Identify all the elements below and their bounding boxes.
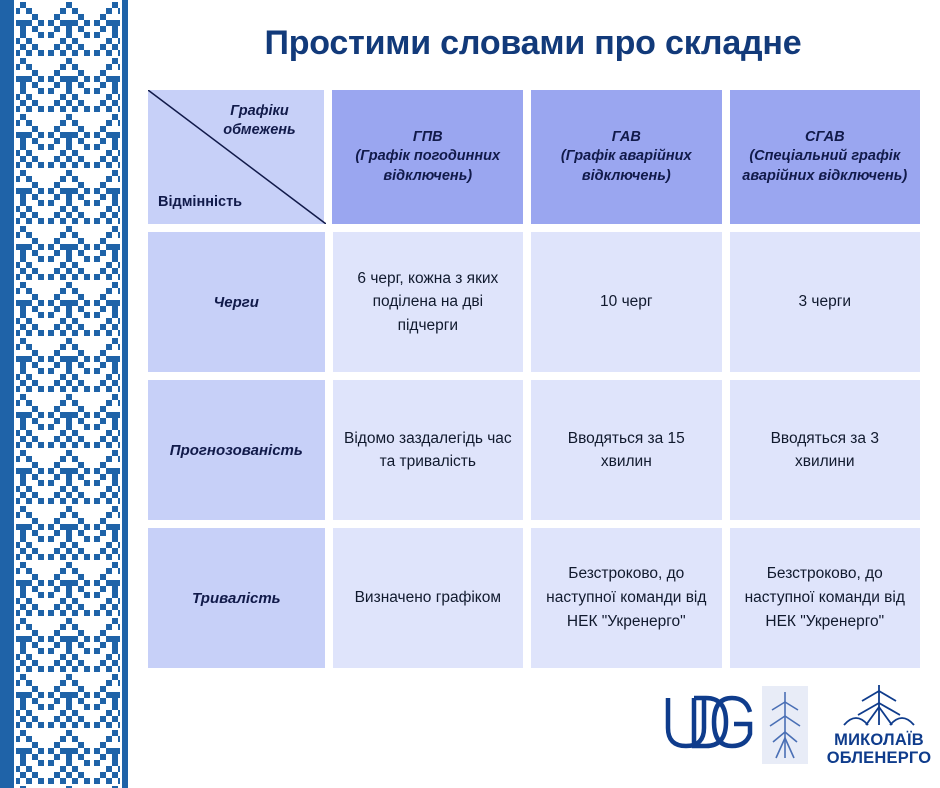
- column-header-gav-abbr: ГАВ: [611, 128, 641, 145]
- cell-prohnozovanist-gav: Вводяться за 15 хвилин: [531, 380, 721, 520]
- corner-bottom-label: Відмінність: [158, 194, 243, 211]
- cell-cherhy-gav: 10 черг: [531, 232, 721, 372]
- cell-tryvalist-gpv: Визначено графіком: [333, 528, 523, 668]
- oblenergo-line-2: ОБЛЕНЕРГО: [826, 748, 932, 767]
- logo-group: [660, 676, 932, 772]
- transmission-tower-icon: [762, 686, 808, 764]
- column-header-gav-full: (Графік аварійних відключень): [560, 148, 692, 184]
- oblenergo-wordmark: [814, 732, 940, 767]
- udg-logo: [660, 688, 756, 760]
- table-row: [148, 232, 920, 372]
- column-header-gav: [531, 90, 722, 224]
- table-header-row: [148, 90, 920, 224]
- row-label-cherhy: Черги: [148, 232, 325, 372]
- cell-prohnozovanist-sgav: Вводяться за 3 хвилини: [730, 380, 920, 520]
- oblenergo-line-1: МИКОЛАЇВ: [834, 731, 924, 750]
- column-header-gpv: [332, 90, 523, 224]
- pylon-divider-icon: [762, 686, 808, 762]
- mykolaiv-oblenergo-logo: [814, 681, 932, 767]
- column-header-gpv-abbr: ГПВ: [412, 128, 443, 145]
- page-title: Простими словами про складне: [264, 24, 802, 62]
- table-corner-cell: [148, 90, 324, 224]
- cell-cherhy-sgav: 3 черги: [730, 232, 920, 372]
- row-label-tryvalist: Тривалість: [148, 528, 325, 668]
- corner-top-label: Графіки обмежень: [223, 103, 296, 138]
- column-header-sgav-full: (Спеціальний графік аварійних відключень): [742, 148, 908, 184]
- column-header-sgav-abbr: СГАВ: [804, 128, 845, 145]
- udg-monogram-icon: [660, 688, 756, 760]
- cell-tryvalist-sgav: Безстроково, до наступної команди від НЕК "Укренерго": [730, 528, 920, 668]
- table-row: [148, 528, 920, 668]
- decorative-ornament-band: [0, 0, 138, 788]
- column-header-sgav: [730, 90, 921, 224]
- row-label-prohnozovanist: Прогнозованість: [148, 380, 325, 520]
- column-header-gpv-full: (Графік погодинних відключень): [355, 148, 501, 184]
- cell-tryvalist-gav: Безстроково, до наступної команди від НЕК "Укренерго": [531, 528, 721, 668]
- comparison-table: [148, 90, 920, 676]
- oblenergo-emblem-icon: [814, 681, 940, 731]
- cell-prohnozovanist-gpv: Відомо заздалегідь час та тривалість: [333, 380, 523, 520]
- ornament-pattern-icon: [0, 0, 138, 788]
- table-row: [148, 380, 920, 520]
- cell-cherhy-gpv: 6 черг, кожна з яких поділена на дві підчерги: [333, 232, 523, 372]
